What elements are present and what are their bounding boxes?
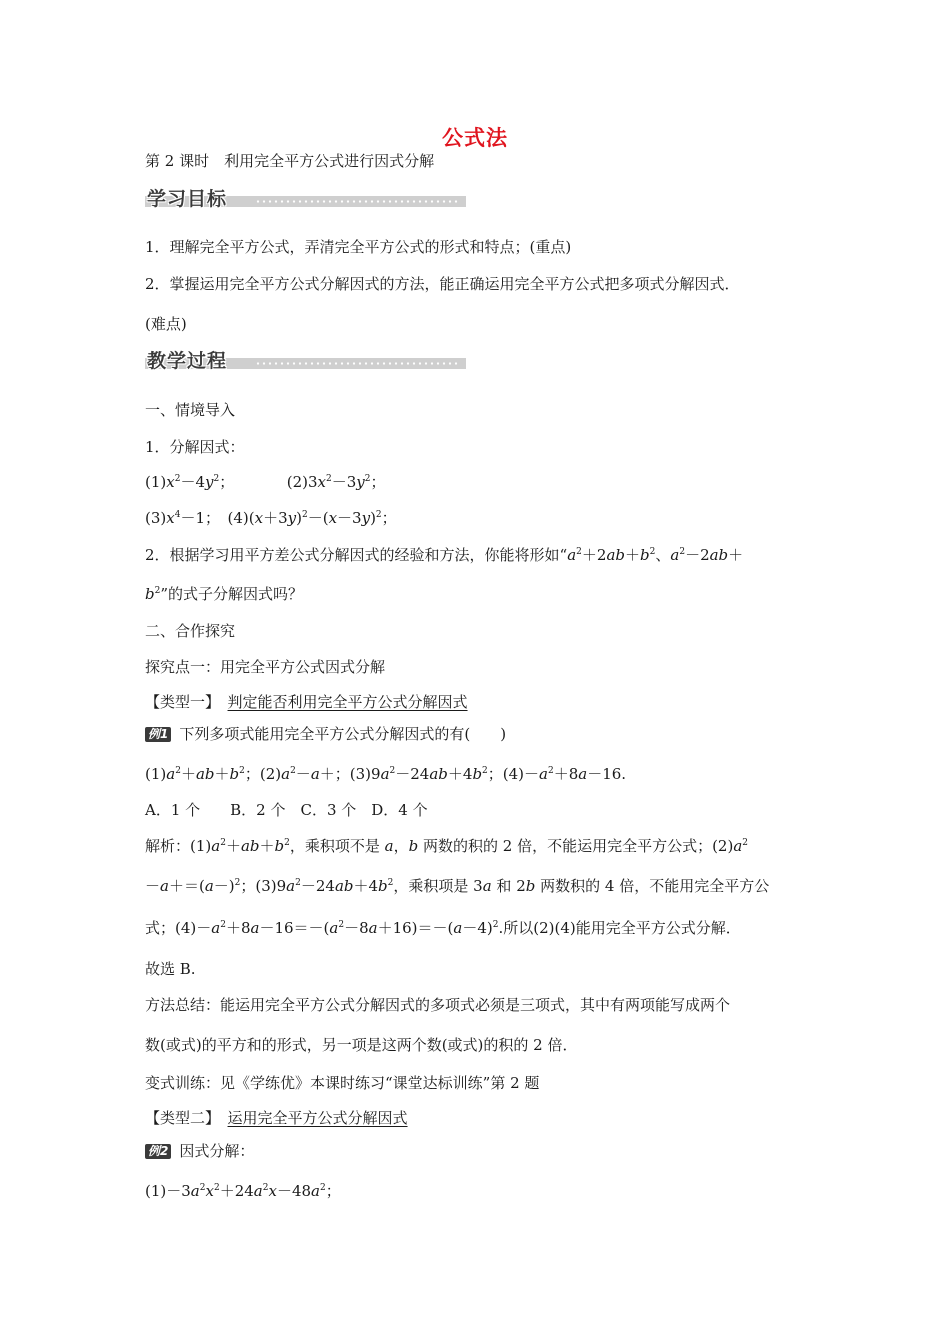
intro-question-1: 1．分解因式：: [145, 438, 245, 456]
type-1-heading: [145, 692, 468, 712]
math-line: $(1)-3a^2x^2+24a^2x-48a^2$；: [145, 1182, 341, 1200]
explore-heading: 二、合作探究: [145, 622, 236, 640]
math-line: $(1)x^2-4y^2$； $(2)3x^2-3y^2$；: [145, 473, 386, 491]
section-banner-objectives: [145, 186, 466, 208]
variant-training: 变式训练：见《学练优》本课时练习“课堂达标训练”第 2 题: [145, 1074, 540, 1092]
analysis-line: $-a+=(a-)^2$；$(3)9a^2-24ab+4b^2$，乘积项是 3a 和 2b 两数积的 4 倍，不能用完全平方公: [145, 877, 770, 895]
intro-question-2: 2．根据学习用平方差公式分解因式的经验和方法，你能将形如“$a^2+2ab+b^2$、$a^2-2ab+$: [145, 546, 744, 564]
objective-item: (难点): [145, 315, 187, 333]
objective-item: 2．掌握运用完全平方公式分解因式的方法，能正确运用完全平方公式把多项式分解因式．: [145, 275, 740, 293]
intro-question-2-cont: $b^2$”的式子分解因式吗？: [145, 585, 304, 603]
analysis-line: 式；$(4)-a^2+8a-16=-(a^2-8a+16)=-(a-4)^2$.所以(2)(4)能用完全平方公式分解．: [145, 919, 741, 937]
analysis-line: 解析：$(1)a^2+ab+b^2$，乘积项不是 a，b 两数的积的 2 倍，不能运用完全平方公式；$(2)a^2$: [145, 837, 749, 855]
objective-item: 1．理解完全平方公式，弄清完全平方公式的形式和特点；(重点): [145, 238, 572, 256]
section-label: 学习目标: [147, 188, 228, 210]
q2-text: 2．根据学习用平方差公式分解因式的经验和方法，你能将形如“: [145, 546, 568, 564]
intro-heading: 一、情境导入: [145, 401, 236, 419]
type-2-heading: [145, 1108, 408, 1128]
example-badge: 例2: [145, 1144, 171, 1159]
page-title: 公式法: [442, 126, 508, 150]
section-label: 教学过程: [147, 350, 228, 372]
example-badge: 例1: [145, 727, 171, 742]
example-text: 下列多项式能用完全平方公式分解因式的有( ): [179, 725, 507, 743]
example-text: 因式分解：: [179, 1142, 255, 1160]
type-title: 运用完全平方公式分解因式: [227, 1109, 408, 1127]
section-banner-process: [145, 348, 466, 370]
method-summary-cont: 数(或式)的平方和的形式，另一项是这两个数(或式)的积的 2 倍．: [145, 1036, 578, 1054]
type-tag: 【类型二】: [145, 1109, 213, 1127]
q2-text: ”的式子分解因式吗？: [160, 585, 304, 603]
example-1-options: A．1 个 B．2 个 C．3 个 D．4 个: [145, 801, 428, 819]
type-tag: 【类型一】: [145, 693, 213, 711]
lesson-subtitle: 第 2 课时 利用完全平方公式进行因式分解: [145, 152, 435, 170]
example-2: [145, 1141, 254, 1161]
analysis-label: 解析：: [145, 837, 191, 855]
example-1: [145, 724, 506, 744]
math-line: $(1)a^2+ab+b^2$；$(2)a^2-a+$；$(3)9a^2-24ab+4b^2$；$(4)-a^2+8a-16$.: [145, 765, 627, 783]
method-summary: 方法总结：能运用完全平方公式分解因式的多项式必须是三项式，其中有两项能写成两个: [145, 996, 731, 1014]
math-line: $(3)x^4-1$； $(4)(x+3y)^2-(x-3y)^2$；: [145, 509, 397, 527]
banner-dots: [255, 362, 460, 365]
explore-point-1: 探究点一：用完全平方公式因式分解: [145, 658, 386, 676]
banner-dots: [255, 200, 460, 203]
answer-line: 故选 B.: [145, 960, 196, 978]
type-title: 判定能否利用完全平方公式分解因式: [227, 693, 468, 711]
